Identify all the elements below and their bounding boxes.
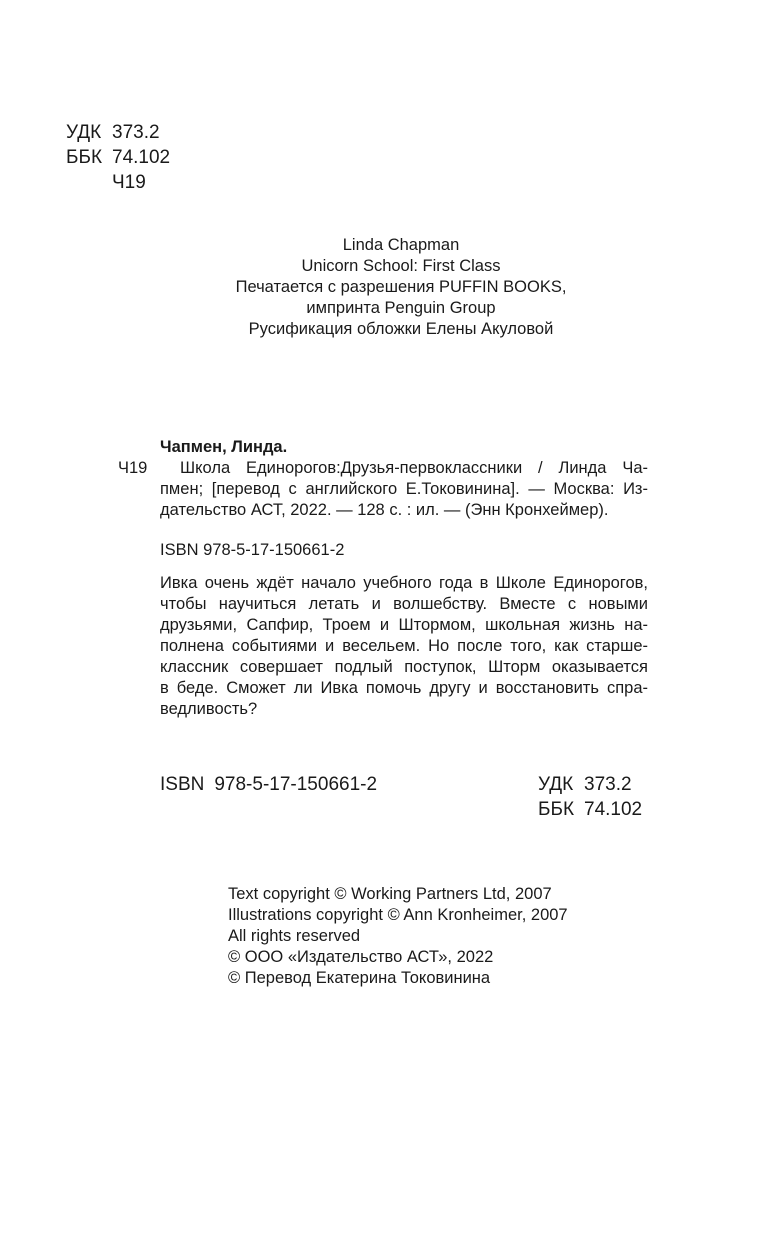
annotation-line: Ивка очень ждёт начало учебного года в Школе Единорогов, — [160, 574, 648, 592]
udk-row — [66, 120, 170, 145]
udk-label-bottom: УДК — [538, 774, 574, 795]
description-line: дательство АСТ, 2022. — 128 с. : ил. — (Энн Кронхеймер). — [160, 501, 609, 519]
author-mark: Ч19 — [112, 172, 146, 193]
copyright-line: © ООО «Издательство АСТ», 2022 — [228, 948, 494, 966]
credit-line: импринта Penguin Group — [306, 299, 496, 317]
copyright-line: © Перевод Екатерина Токовинина — [228, 969, 491, 987]
annotation-line: чтобы научиться летать и волшебству. Вместе с новыми — [160, 595, 648, 613]
credit-line: Печатается с разрешения PUFFIN BOOKS, — [235, 278, 567, 296]
udk-label: УДК — [66, 122, 102, 143]
copyright-line: Illustrations copyright © Ann Kronheimer, 2007 — [228, 906, 568, 924]
annotation-line: друзьями, Сапфир, Троем и Штормом, школьная жизнь на- — [160, 616, 648, 634]
annotation-line: классник совершает подлый поступок, Шторм оказывается — [160, 658, 648, 676]
udk-value: 373.2 — [112, 122, 160, 143]
credit-line: Unicorn School: First Class — [301, 257, 501, 275]
annotation-line: ведливость? — [160, 700, 258, 718]
record-author-mark: Ч19 — [118, 459, 148, 477]
isbn-label: ISBN — [160, 774, 205, 795]
annotation-line: в беде. Сможет ли Ивка помочь другу и восстановить спра- — [160, 679, 648, 697]
bbk-label: ББК — [66, 147, 103, 168]
credit-line: Русификация обложки Елены Акуловой — [248, 320, 554, 338]
annotation — [160, 573, 648, 720]
bbk-row — [66, 145, 170, 170]
copyright-notice — [228, 884, 568, 989]
isbn-value: 978-5-17-150661-2 — [214, 774, 378, 795]
bbk-label-bottom: ББК — [538, 799, 575, 820]
credit-line: Linda Chapman — [342, 236, 460, 254]
top-classification-codes — [66, 120, 170, 195]
original-credits — [0, 235, 768, 340]
bbk-value-bottom: 74.102 — [584, 799, 643, 820]
bbk-row-bottom — [538, 797, 642, 822]
author-heading: Чапмен, Линда. — [160, 438, 288, 456]
udk-row-bottom — [538, 772, 642, 797]
bottom-classification-codes — [538, 772, 642, 822]
isbn-block — [160, 772, 377, 797]
bbk-value: 74.102 — [112, 147, 171, 168]
record-isbn: ISBN 978-5-17-150661-2 — [160, 541, 345, 559]
description-line: пмен; [перевод с английского Е.Токовинина]. — Москва: Из- — [160, 480, 648, 498]
copyright-line: All rights reserved — [228, 927, 361, 945]
udk-value-bottom: 373.2 — [584, 774, 632, 795]
bibliographic-record — [160, 437, 648, 521]
copyright-line: Text copyright © Working Partners Ltd, 2007 — [228, 885, 552, 903]
description-line: Школа Единорогов:Друзья-первоклассники / Линда Ча- — [180, 459, 648, 477]
annotation-line: полнена событиями и весельем. Но после того, как старше- — [160, 637, 648, 655]
